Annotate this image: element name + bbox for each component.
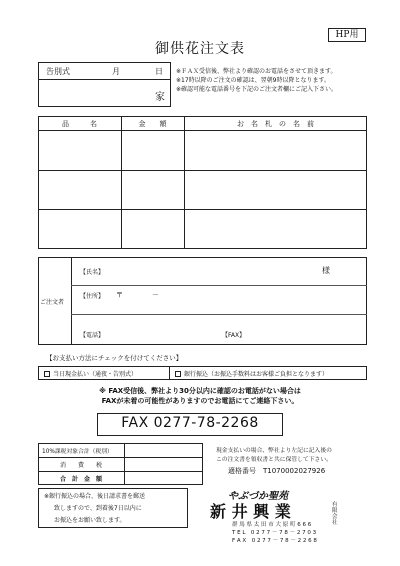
fax-number: FAX 0277-78-2268 [121,415,259,431]
postal-dash: － [152,291,159,299]
cash-checkbox[interactable] [44,371,50,377]
bank-checkbox[interactable] [175,371,181,377]
bank-note-line-2: 致しますので、到着後7日以内に [54,505,142,512]
hp-badge: HP用 [328,28,366,42]
bank-option-label: 銀行振込（お振込手数料はお客様ご負担となります） [184,371,329,378]
totals-taxable: 10%課税対象合計（税別） [42,449,113,455]
payment-cash-option[interactable] [44,369,137,378]
bank-note-line-1: ※銀行振込の場合、後日請求書を郵送 [44,493,146,500]
customer-section-label: ご注文者 [40,299,65,306]
family-suffix: 家 [155,92,165,103]
month-unit: 月 [112,67,120,76]
warning-line-2: FAXが未着の可能性がありますのでお電話にてご連絡下さい。 [101,397,299,405]
customer-name-label: 【氏名】 [80,269,105,276]
honorific: 様 [322,266,330,275]
registration-number: 適格番号 T1070002027926 [228,467,326,475]
invoice-note-line-2: この注文書を領収書と共に保管して下さい。 [216,457,332,463]
company-legal-form: 有限会社 [332,502,338,526]
funeral-label: 告別式 [46,67,70,76]
warning-line-1: ※ FAX受信後、弊社より30分以内に確認のお電話がない場合は [99,387,301,395]
header-amount: 金 額 [138,120,167,128]
page-title: 御供花注文表 [155,41,245,57]
postal-mark: 〒 [116,291,123,299]
header-item: 品 名 [62,120,97,128]
payment-bank-option[interactable] [175,369,328,378]
totals-tax: 消 費 税 [59,462,102,469]
notice-1: ※ＦＡＸ受信後、弊社より確認のお電話をさせて頂きます。 [176,68,337,75]
payment-instruction: 【お支払い方法にチェックを付けてください】 [46,354,183,362]
company-tagline: やぶづか聖苑 [228,491,288,502]
company-address: 群 馬 県 太 田 市 大 原 町 6 6 6 [232,522,312,528]
notice-list [176,67,337,94]
notice-3: ※確認可能な電話番号を下記のご注文者欄にご記入下さい。 [176,86,338,93]
notice-2: ※17時以降のご注文の確認は、翌朝9時以降となります。 [176,77,331,84]
customer-fax-label: 【FAX】 [222,332,246,339]
invoice-note-line-1: 現金支払いの場合、弊社より左記に記入後の [216,448,332,454]
company-tel: T E L 0 2 7 7 － 7 8 － 2 7 0 3 [232,530,317,536]
header-name-tag: お 名 札 の 名 前 [237,120,314,128]
totals-grand: 合 計 金 額 [59,476,102,483]
customer-address-label: 【住所】 [80,293,105,300]
bank-note-line-3: お振込をお願い致します。 [54,517,126,524]
company-name: 新 井 興 業 [210,502,291,521]
order-table [38,116,367,249]
customer-phone-label: 【電話】 [80,332,105,339]
company-fax: F A X 0 2 7 7 － 7 8 － 2 2 6 8 [232,538,317,544]
day-unit: 日 [155,67,163,76]
cash-option-label: 当日現金払い（通夜・告別式） [53,371,138,378]
